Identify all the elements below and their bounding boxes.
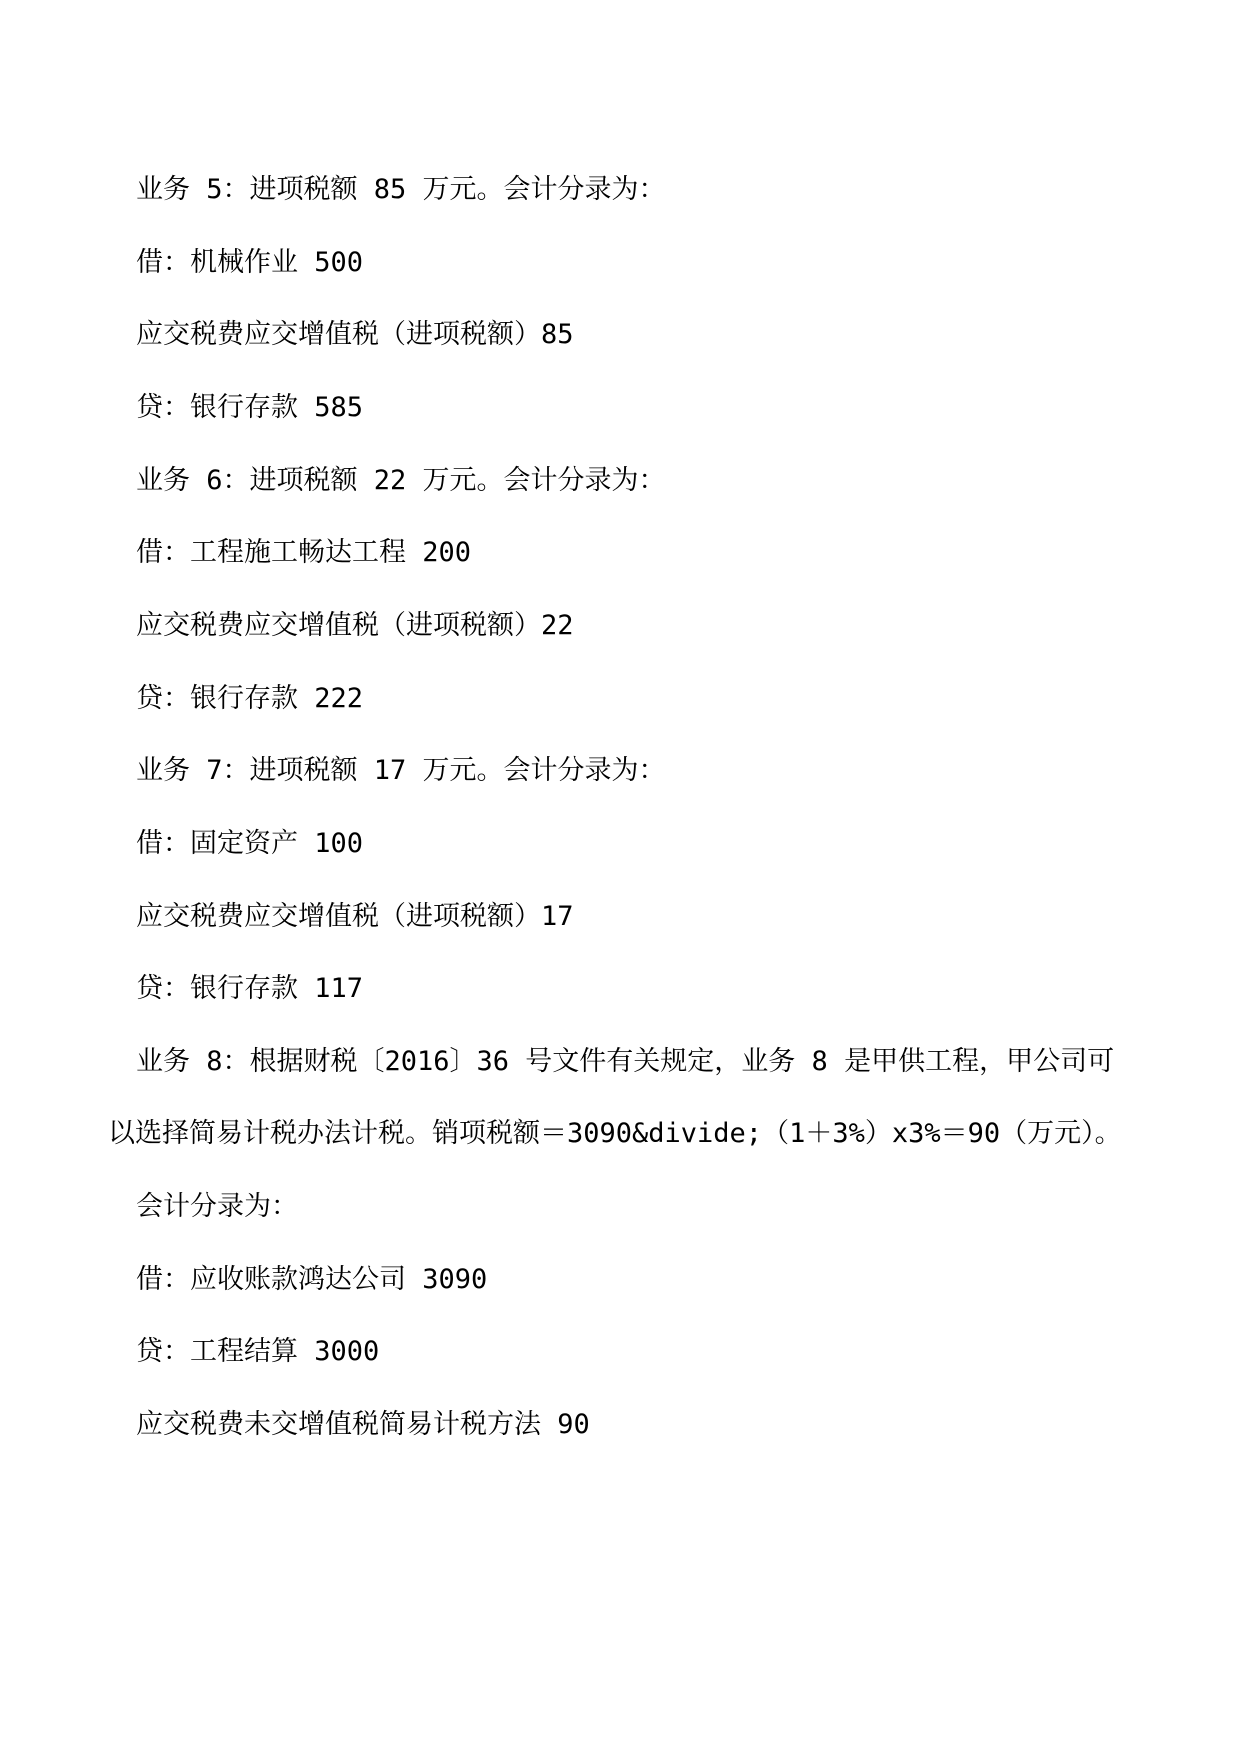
- paragraph-credit-bank-117: 贷：银行存款 117: [136, 973, 364, 1004]
- paragraph-input-vat-17: 应交税费应交增值税（进项税额）17: [136, 901, 574, 932]
- paragraph-credit-bank-222: 贷：银行存款 222: [136, 683, 364, 714]
- paragraph-journal-entry-label: 会计分录为：: [136, 1191, 298, 1222]
- paragraph-credit-bank-585: 贷：银行存款 585: [136, 392, 364, 423]
- paragraph-business-6-heading: 业务 6：进项税额 22 万元。会计分录为：: [136, 465, 666, 496]
- paragraph-business-8-line-1: 业务 8：根据财税〔2016〕36 号文件有关规定，业务 8 是甲供工程，甲公司可: [136, 1046, 1115, 1077]
- paragraph-credit-settlement: 贷：工程结算 3000: [136, 1336, 380, 1367]
- paragraph-business-7-heading: 业务 7：进项税额 17 万元。会计分录为：: [136, 755, 666, 786]
- paragraph-debit-receivable: 借：应收账款鸿达公司 3090: [136, 1264, 488, 1295]
- paragraph-debit-construction: 借：工程施工畅达工程 200: [136, 537, 472, 568]
- paragraph-unpaid-vat-simplified: 应交税费未交增值税简易计税方法 90: [136, 1409, 590, 1440]
- paragraph-business-8-line-2: 以选择简易计税办法计税。销项税额＝3090&divide;（1＋3%）x3%＝90（万元）。: [108, 1118, 1122, 1149]
- paragraph-debit-machinery: 借：机械作业 500: [136, 247, 364, 278]
- paragraph-business-5-heading: 业务 5：进项税额 85 万元。会计分录为：: [136, 174, 666, 205]
- paragraph-input-vat-85: 应交税费应交增值税（进项税额）85: [136, 319, 574, 350]
- paragraph-debit-fixed-assets: 借：固定资产 100: [136, 828, 364, 859]
- paragraph-input-vat-22: 应交税费应交增值税（进项税额）22: [136, 610, 574, 641]
